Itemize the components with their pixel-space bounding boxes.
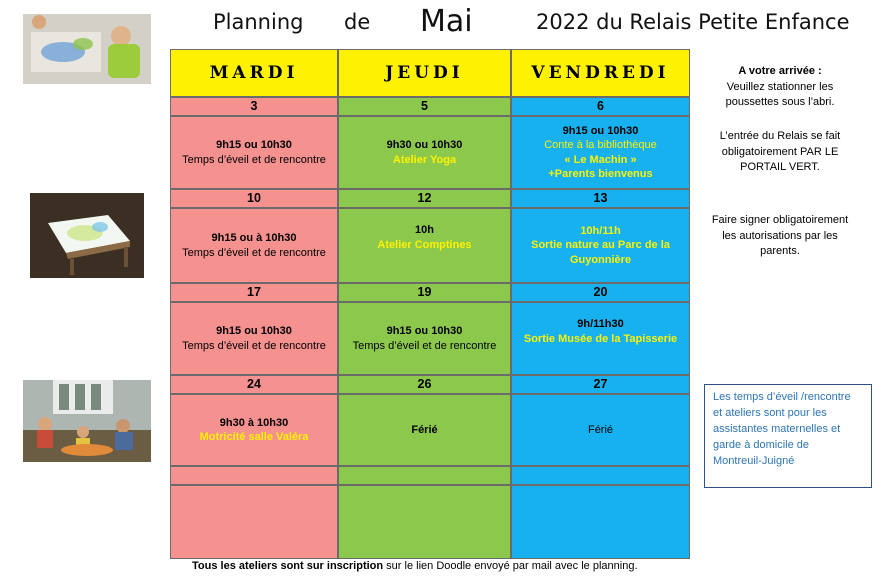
date-mardi: 10 (170, 189, 338, 208)
entry-line: L’entrée du Relais se fait (719, 130, 841, 142)
info-line: garde à domicile de (713, 439, 810, 451)
event-mardi (170, 302, 338, 375)
date-vendredi: 13 (511, 189, 690, 208)
event-vendredi (511, 302, 690, 375)
event-time: 9h15 ou 10h30 (386, 325, 463, 337)
footer-rest: sur le lien Doodle envoyé par mail avec le planning. (383, 560, 638, 572)
event-time: 9h30 ou 10h30 (386, 139, 463, 151)
event-time: 9h15 ou 10h30 (216, 325, 292, 337)
date-vendredi: 20 (511, 283, 690, 302)
event-jeudi (338, 208, 511, 283)
event-activity: Temps d’éveil et de rencontre (182, 246, 326, 259)
arrival-title: A votre arrivée : (738, 65, 822, 77)
event-line: Sortie nature au Parc de la (531, 239, 670, 252)
info-line: Les temps d’éveil /rencontre (713, 391, 851, 403)
entry-note (695, 129, 865, 176)
event-jeudi (338, 302, 511, 375)
event-activity: Atelier Comptines (377, 238, 472, 251)
sign-line: les autorisations par les (722, 229, 838, 242)
arrival-line: poussettes sous l’abri. (725, 96, 835, 108)
empty-cell (338, 485, 511, 559)
event-time: 9h15 ou 10h30 (216, 139, 292, 151)
event-activity: Temps d’éveil et de rencontre (352, 339, 497, 352)
footer-note (192, 560, 638, 572)
arrival-line: Veuillez stationner les (726, 80, 834, 93)
event-activity: Temps d’éveil et de rencontre (182, 153, 326, 166)
title-month: Mai (420, 4, 473, 39)
event-jeudi (338, 116, 511, 189)
event-mardi (170, 208, 338, 283)
event-vendredi (511, 208, 690, 283)
event-mardi (170, 116, 338, 189)
header-jeudi: JEUDI (338, 49, 511, 97)
event-line: « Le Machin » (564, 153, 637, 166)
event-time: 10h (415, 224, 434, 236)
empty-cell (170, 466, 338, 485)
event-activity: Motricité salle Valéra (199, 431, 309, 443)
entry-line: PORTAIL VERT. (740, 161, 820, 173)
date-vendredi: 27 (511, 375, 690, 394)
event-line: Sortie Musée de la Tapisserie (523, 332, 678, 345)
date-jeudi: 5 (338, 97, 511, 116)
sign-line: parents. (760, 245, 800, 257)
entry-line: obligatoirement PAR LE (721, 145, 839, 158)
title-planning: Planning (213, 10, 304, 34)
event-time: 10h/11h (580, 224, 621, 237)
date-jeudi: 26 (338, 375, 511, 394)
empty-cell (170, 485, 338, 559)
empty-cell (511, 466, 690, 485)
event-line: Conte à la bibliothèque (544, 139, 657, 151)
sign-line: Faire signer obligatoirement (711, 214, 849, 226)
event-activity: Temps d’éveil et de rencontre (182, 339, 326, 352)
schedule-table (170, 49, 690, 559)
empty-cell (338, 466, 511, 485)
children-painting-photo (23, 14, 151, 84)
date-jeudi: 12 (338, 189, 511, 208)
header-vendredi: VENDREDI (511, 49, 690, 97)
info-line: assistantes maternelles et (713, 423, 841, 435)
event-jeudi: Férié (338, 394, 511, 466)
sign-note (695, 213, 865, 260)
children-activity-room-photo (23, 380, 151, 462)
event-mardi (170, 394, 338, 466)
title-year-relais: 2022 du Relais Petite Enfance (536, 10, 850, 34)
footer-bold: Tous les ateliers sont sur inscription (192, 560, 384, 572)
header-mardi: MARDI (170, 49, 338, 97)
date-jeudi: 19 (338, 283, 511, 302)
info-line: et ateliers sont pour les (713, 407, 827, 419)
title-de: de (344, 10, 371, 34)
event-time: 9h15 ou à 10h30 (211, 232, 297, 244)
event-vendredi (511, 116, 690, 189)
date-vendredi: 6 (511, 97, 690, 116)
info-box (704, 384, 872, 488)
date-mardi: 24 (170, 375, 338, 394)
event-time: 9h15 ou 10h30 (562, 124, 639, 137)
info-line: Montreuil-Juigné (713, 455, 795, 467)
empty-cell (511, 485, 690, 559)
date-mardi: 17 (170, 283, 338, 302)
event-activity: Atelier Yoga (392, 153, 457, 166)
event-time: 9h/11h30 (577, 318, 624, 330)
event-time: 9h30 à 10h30 (219, 416, 289, 429)
date-mardi: 3 (170, 97, 338, 116)
event-vendredi: Férié (511, 394, 690, 466)
arrival-note (695, 64, 865, 111)
event-line: +Parents bienvenus (548, 168, 653, 180)
light-table-photo (30, 193, 144, 278)
event-line: Guyonnière (569, 253, 632, 266)
